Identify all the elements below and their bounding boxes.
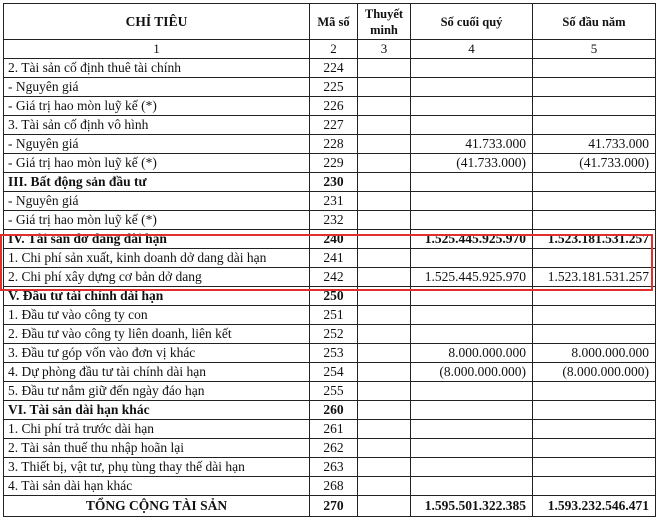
row-code: 255 xyxy=(310,382,358,401)
row-code: 228 xyxy=(310,135,358,154)
row-end-value xyxy=(411,59,533,78)
row-start-value xyxy=(533,287,656,306)
row-note xyxy=(358,116,411,135)
row-start-value xyxy=(533,116,656,135)
row-note xyxy=(358,439,411,458)
row-start-value xyxy=(533,458,656,477)
row-code: 253 xyxy=(310,344,358,363)
row-end-value xyxy=(411,401,533,420)
row-start-value: (41.733.000) xyxy=(533,154,656,173)
row-start-value xyxy=(533,382,656,401)
table-row xyxy=(4,344,656,363)
row-label: - Giá trị hao mòn luỹ kế (*) xyxy=(4,154,310,173)
row-code: 226 xyxy=(310,97,358,116)
row-start-value xyxy=(533,439,656,458)
row-note xyxy=(358,420,411,439)
row-start-value xyxy=(533,306,656,325)
row-code: 268 xyxy=(310,477,358,496)
row-label: 2. Đầu tư vào công ty liên doanh, liên kết xyxy=(4,325,310,344)
header-index: 3 xyxy=(358,40,411,59)
row-code: 262 xyxy=(310,439,358,458)
row-label: 3. Tài sản cố định vô hình xyxy=(4,116,310,135)
row-code: 242 xyxy=(310,268,358,287)
row-end-value xyxy=(411,325,533,344)
row-end-value: (8.000.000.000) xyxy=(411,363,533,382)
row-label: 5. Đầu tư nắm giữ đến ngày đáo hạn xyxy=(4,382,310,401)
row-note xyxy=(358,382,411,401)
row-note xyxy=(358,401,411,420)
row-code: 225 xyxy=(310,78,358,97)
row-label: 1. Đầu tư vào công ty con xyxy=(4,306,310,325)
row-note xyxy=(358,173,411,192)
table-row xyxy=(4,230,656,249)
row-note xyxy=(358,325,411,344)
row-note xyxy=(358,268,411,287)
table-body xyxy=(4,59,656,496)
header-code: Mã số xyxy=(310,4,358,40)
row-note xyxy=(358,192,411,211)
row-start-value xyxy=(533,173,656,192)
row-label: - Nguyên giá xyxy=(4,135,310,154)
row-code: 231 xyxy=(310,192,358,211)
row-label: 3. Đầu tư góp vốn vào đơn vị khác xyxy=(4,344,310,363)
header-note: Thuyết minh xyxy=(358,4,411,40)
row-start-value xyxy=(533,78,656,97)
row-code: 251 xyxy=(310,306,358,325)
row-end-value xyxy=(411,287,533,306)
row-start-value xyxy=(533,249,656,268)
table-row xyxy=(4,154,656,173)
row-end-value: (41.733.000) xyxy=(411,154,533,173)
row-code: 229 xyxy=(310,154,358,173)
row-end-value xyxy=(411,173,533,192)
total-note xyxy=(358,496,411,517)
row-end-value xyxy=(411,211,533,230)
row-note xyxy=(358,344,411,363)
row-end-value: 1.525.445.925.970 xyxy=(411,230,533,249)
row-end-value xyxy=(411,477,533,496)
row-start-value xyxy=(533,211,656,230)
row-label: - Giá trị hao mòn luỹ kế (*) xyxy=(4,211,310,230)
row-start-value xyxy=(533,59,656,78)
header-end-of-quarter: Số cuối quý xyxy=(411,4,533,40)
row-code: 232 xyxy=(310,211,358,230)
table-row xyxy=(4,192,656,211)
table-row xyxy=(4,477,656,496)
row-start-value xyxy=(533,420,656,439)
total-start-value: 1.593.232.546.471 xyxy=(533,496,656,517)
row-start-value xyxy=(533,477,656,496)
table-row xyxy=(4,420,656,439)
row-label: III. Bất động sản đầu tư xyxy=(4,173,310,192)
balance-sheet-table xyxy=(3,3,656,517)
row-label: 3. Thiết bị, vật tư, phụ tùng thay thế dài hạn xyxy=(4,458,310,477)
row-start-value: 41.733.000 xyxy=(533,135,656,154)
row-start-value: 8.000.000.000 xyxy=(533,344,656,363)
table-row xyxy=(4,363,656,382)
row-end-value: 8.000.000.000 xyxy=(411,344,533,363)
table-row xyxy=(4,173,656,192)
row-label: 1. Chi phí sản xuất, kinh doanh dở dang dài hạn xyxy=(4,249,310,268)
row-note xyxy=(358,249,411,268)
total-label: TỔNG CỘNG TÀI SẢN xyxy=(4,496,310,517)
row-note xyxy=(358,363,411,382)
table-row xyxy=(4,211,656,230)
row-start-value xyxy=(533,401,656,420)
table-row xyxy=(4,439,656,458)
row-end-value xyxy=(411,116,533,135)
row-note xyxy=(358,458,411,477)
total-code: 270 xyxy=(310,496,358,517)
table-row xyxy=(4,59,656,78)
row-end-value xyxy=(411,192,533,211)
row-start-value: 1.523.181.531.257 xyxy=(533,268,656,287)
table-row xyxy=(4,116,656,135)
header-index: 5 xyxy=(533,40,656,59)
row-code: 260 xyxy=(310,401,358,420)
row-label: 4. Dự phòng đầu tư tài chính dài hạn xyxy=(4,363,310,382)
row-start-value: 1.523.181.531.257 xyxy=(533,230,656,249)
table-row xyxy=(4,458,656,477)
table-row xyxy=(4,268,656,287)
row-start-value xyxy=(533,97,656,116)
row-note xyxy=(358,230,411,249)
row-label: V. Đầu tư tài chính dài hạn xyxy=(4,287,310,306)
row-end-value xyxy=(411,420,533,439)
row-note xyxy=(358,287,411,306)
row-end-value xyxy=(411,382,533,401)
row-note xyxy=(358,59,411,78)
row-end-value: 41.733.000 xyxy=(411,135,533,154)
row-note xyxy=(358,135,411,154)
table-row xyxy=(4,325,656,344)
total-row xyxy=(4,496,656,517)
table-row xyxy=(4,287,656,306)
header-indicator: CHỈ TIÊU xyxy=(4,4,310,40)
row-note xyxy=(358,97,411,116)
row-note xyxy=(358,78,411,97)
row-end-value xyxy=(411,78,533,97)
row-label: 4. Tài sản dài hạn khác xyxy=(4,477,310,496)
header-index: 4 xyxy=(411,40,533,59)
table-row xyxy=(4,135,656,154)
table-row xyxy=(4,78,656,97)
balance-sheet xyxy=(3,3,655,517)
row-start-value: (8.000.000.000) xyxy=(533,363,656,382)
row-code: 250 xyxy=(310,287,358,306)
row-label: - Nguyên giá xyxy=(4,78,310,97)
row-end-value: 1.525.445.925.970 xyxy=(411,268,533,287)
row-note xyxy=(358,154,411,173)
row-code: 227 xyxy=(310,116,358,135)
header-row xyxy=(4,4,656,40)
row-label: 2. Chi phí xây dựng cơ bản dở dang xyxy=(4,268,310,287)
row-start-value xyxy=(533,192,656,211)
row-code: 240 xyxy=(310,230,358,249)
row-label: 2. Tài sản thuế thu nhập hoãn lại xyxy=(4,439,310,458)
row-label: IV. Tài sản dở dang dài hạn xyxy=(4,230,310,249)
row-label: 2. Tài sản cố định thuê tài chính xyxy=(4,59,310,78)
row-note xyxy=(358,477,411,496)
row-end-value xyxy=(411,249,533,268)
row-note xyxy=(358,211,411,230)
header-start-of-year: Số đầu năm xyxy=(533,4,656,40)
row-end-value xyxy=(411,97,533,116)
row-code: 252 xyxy=(310,325,358,344)
header-index: 2 xyxy=(310,40,358,59)
total-end-value: 1.595.501.322.385 xyxy=(411,496,533,517)
table-row xyxy=(4,401,656,420)
table-row xyxy=(4,382,656,401)
table-row xyxy=(4,249,656,268)
row-code: 230 xyxy=(310,173,358,192)
row-code: 261 xyxy=(310,420,358,439)
row-code: 254 xyxy=(310,363,358,382)
header-index: 1 xyxy=(4,40,310,59)
row-end-value xyxy=(411,439,533,458)
row-code: 263 xyxy=(310,458,358,477)
row-start-value xyxy=(533,325,656,344)
row-label: - Giá trị hao mòn luỹ kế (*) xyxy=(4,97,310,116)
row-end-value xyxy=(411,306,533,325)
row-code: 241 xyxy=(310,249,358,268)
table-row xyxy=(4,306,656,325)
row-code: 224 xyxy=(310,59,358,78)
row-end-value xyxy=(411,458,533,477)
header-index-row xyxy=(4,40,656,59)
table-row xyxy=(4,97,656,116)
row-label: - Nguyên giá xyxy=(4,192,310,211)
row-label: VI. Tài sản dài hạn khác xyxy=(4,401,310,420)
row-label: 1. Chi phí trả trước dài hạn xyxy=(4,420,310,439)
row-note xyxy=(358,306,411,325)
